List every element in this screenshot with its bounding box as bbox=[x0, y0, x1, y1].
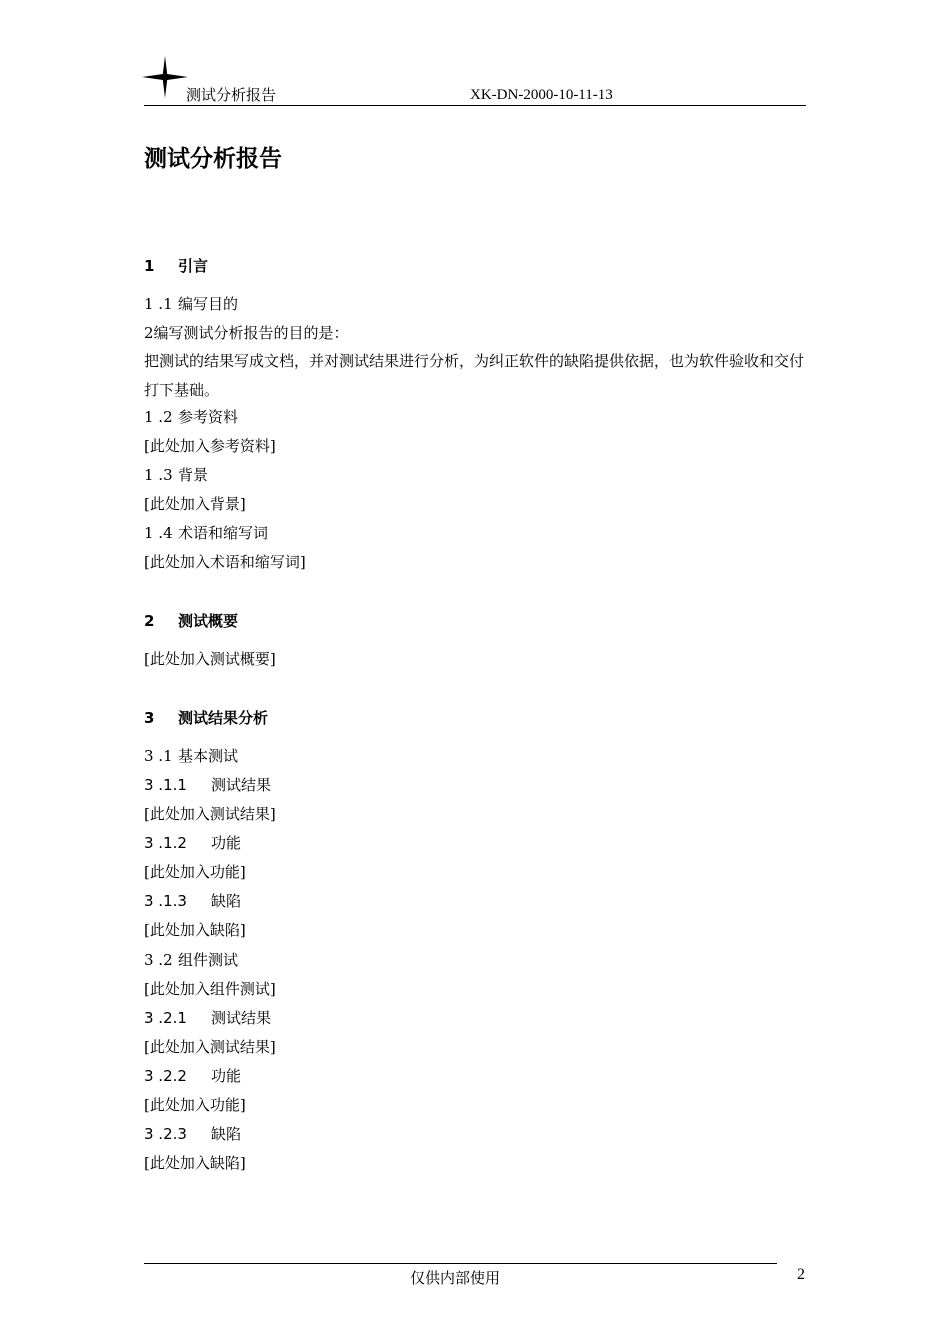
page-number: 2 bbox=[797, 1266, 805, 1283]
document-title: 测试分析报告 bbox=[144, 146, 282, 172]
subsection-1-4-heading bbox=[144, 523, 268, 543]
subsection-3-1-heading bbox=[144, 746, 238, 766]
footer-notice: 仅供内部使用 bbox=[410, 1269, 501, 1287]
section-2-heading bbox=[144, 611, 238, 631]
subsection-title: 参考资料 bbox=[178, 408, 239, 426]
subsection-number: 1 .2 bbox=[144, 408, 173, 426]
section-number: 1 bbox=[144, 257, 155, 275]
component-defects-placeholder: [此处加入缺陷] bbox=[144, 1154, 246, 1172]
basic-defects-placeholder: [此处加入缺陷] bbox=[144, 921, 246, 939]
subsection-number: 3 .2 bbox=[144, 951, 173, 969]
subsection-number: 1 .3 bbox=[144, 466, 173, 484]
terms-placeholder: [此处加入术语和缩写词] bbox=[144, 553, 306, 571]
subsection-1-1-heading bbox=[144, 294, 238, 314]
subsection-title: 组件测试 bbox=[178, 951, 239, 969]
subsection-number: 3 .2.2 bbox=[144, 1067, 187, 1085]
subsection-3-1-2-heading bbox=[144, 833, 241, 853]
subsection-title: 术语和缩写词 bbox=[178, 524, 269, 542]
subsection-number: 3 .2.1 bbox=[144, 1009, 187, 1027]
subsection-1-3-heading bbox=[144, 465, 208, 485]
subsection-number: 1 .1 bbox=[144, 295, 173, 313]
section-title: 测试结果分析 bbox=[178, 709, 269, 727]
subsection-3-2-1-heading bbox=[144, 1008, 271, 1028]
subsection-number: 3 .1.3 bbox=[144, 892, 187, 910]
purpose-body: 把测试的结果写成文档，并对测试结果进行分析，为纠正软件的缺陷提供依据，也为软件验收和交付打下基础。 bbox=[144, 352, 805, 399]
subsection-title: 编写目的 bbox=[178, 295, 239, 313]
subsection-number: 3 .1.2 bbox=[144, 834, 187, 852]
component-test-results-placeholder: [此处加入测试结果] bbox=[144, 1038, 276, 1056]
company-star-logo-icon bbox=[142, 56, 188, 98]
subsection-3-2-3-heading bbox=[144, 1124, 241, 1144]
basic-test-results-placeholder: [此处加入测试结果] bbox=[144, 805, 276, 823]
subsection-number: 3 .1 bbox=[144, 747, 173, 765]
purpose-intro: 2编写测试分析报告的目的是： bbox=[144, 324, 349, 342]
subsection-title: 测试结果 bbox=[211, 1009, 272, 1027]
header-document-code: XK-DN-2000-10-11-13 bbox=[470, 87, 613, 103]
subsection-1-2-heading bbox=[144, 407, 238, 427]
header-divider bbox=[144, 105, 806, 106]
subsection-3-1-3-heading bbox=[144, 891, 241, 911]
subsection-number: 3 .2.3 bbox=[144, 1125, 187, 1143]
basic-function-placeholder: [此处加入功能] bbox=[144, 863, 246, 881]
section-title: 测试概要 bbox=[178, 612, 239, 630]
subsection-3-2-heading bbox=[144, 950, 238, 970]
subsection-title: 基本测试 bbox=[178, 747, 239, 765]
subsection-title: 背景 bbox=[178, 466, 209, 484]
subsection-title: 缺陷 bbox=[211, 1125, 242, 1143]
header-title: 测试分析报告 bbox=[186, 86, 277, 104]
component-function-placeholder: [此处加入功能] bbox=[144, 1096, 246, 1114]
section-number: 3 bbox=[144, 709, 155, 727]
section-title: 引言 bbox=[178, 257, 209, 275]
overview-placeholder: [此处加入测试概要] bbox=[144, 650, 276, 668]
subsection-3-1-1-heading bbox=[144, 775, 271, 795]
subsection-3-2-2-heading bbox=[144, 1066, 241, 1086]
subsection-title: 功能 bbox=[211, 834, 242, 852]
subsection-title: 缺陷 bbox=[211, 892, 242, 910]
subsection-title: 测试结果 bbox=[211, 776, 272, 794]
section-number: 2 bbox=[144, 612, 155, 630]
section-1-heading bbox=[144, 256, 208, 276]
references-placeholder: [此处加入参考资料] bbox=[144, 437, 276, 455]
section-3-heading bbox=[144, 708, 268, 728]
component-test-placeholder: [此处加入组件测试] bbox=[144, 980, 276, 998]
subsection-number: 3 .1.1 bbox=[144, 776, 187, 794]
subsection-number: 1 .4 bbox=[144, 524, 173, 542]
background-placeholder: [此处加入背景] bbox=[144, 495, 246, 513]
subsection-title: 功能 bbox=[211, 1067, 242, 1085]
footer-divider bbox=[144, 1263, 777, 1264]
